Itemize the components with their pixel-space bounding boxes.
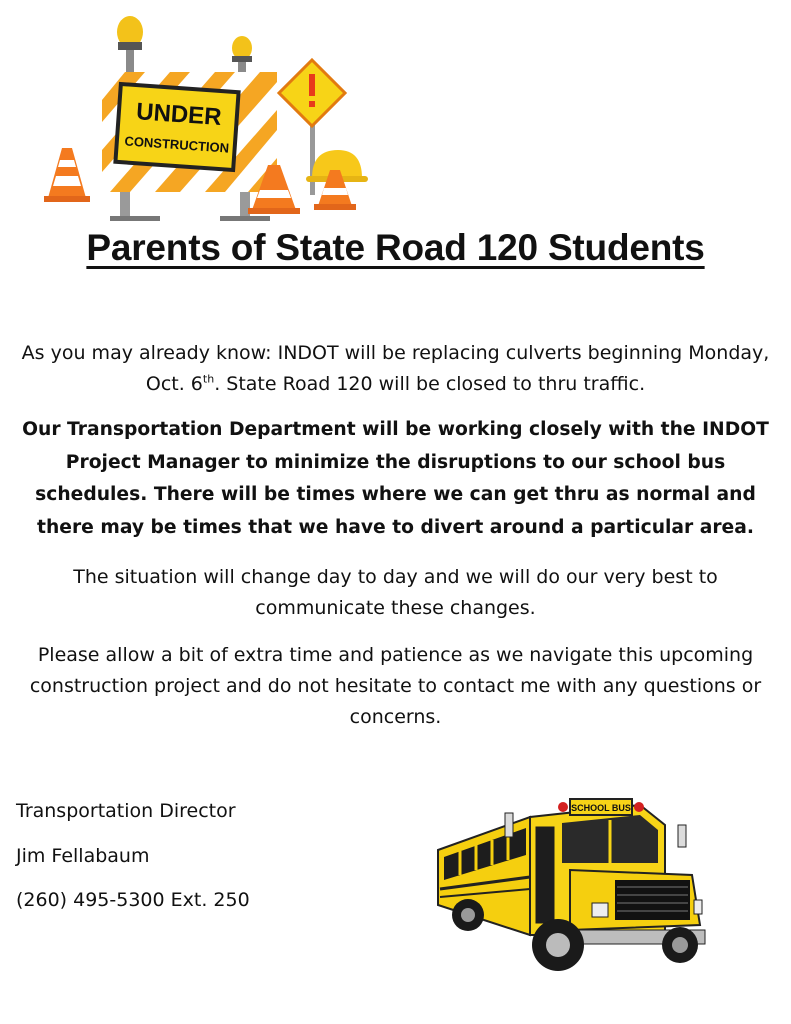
- page-title: Parents of State Road 120 Students: [86, 227, 705, 268]
- intro-paragraph: [15, 338, 776, 400]
- signature-name: Jim Fellabaum: [16, 845, 150, 867]
- under-construction-barricade-icon: [40, 10, 370, 225]
- signature-phone: (260) 495-5300 Ext. 250: [16, 889, 250, 911]
- intro-text-part2: . State Road 120 will be closed to thru traffic.: [214, 373, 646, 395]
- sign-text-under: UNDER: [135, 98, 223, 132]
- change-paragraph: The situation will change day to day and we will do our very best to communicate these changes.: [73, 566, 718, 619]
- intro-text-part1: As you may already know: INDOT will be replacing culverts beginning Monday, Oct. 6: [21, 342, 770, 395]
- bold-paragraph: Our Transportation Department will be working closely with the INDOT Project Manager to minimize the disruptions to our school bus schedules. There will be times where we can get thru as normal and there may be times that we have to divert around a particular area.: [22, 419, 769, 538]
- bus-sign-text: SCHOOL BUS: [571, 803, 631, 813]
- patience-paragraph: Please allow a bit of extra time and patience as we navigate this upcoming construction project and do not hesitate to contact me with any questions or concerns.: [29, 644, 762, 728]
- date-ordinal-suffix: th: [202, 372, 215, 386]
- school-bus-icon: [430, 785, 730, 990]
- signature-role: Transportation Director: [16, 800, 236, 822]
- sign-text-construction: CONSTRUCTION: [124, 133, 230, 156]
